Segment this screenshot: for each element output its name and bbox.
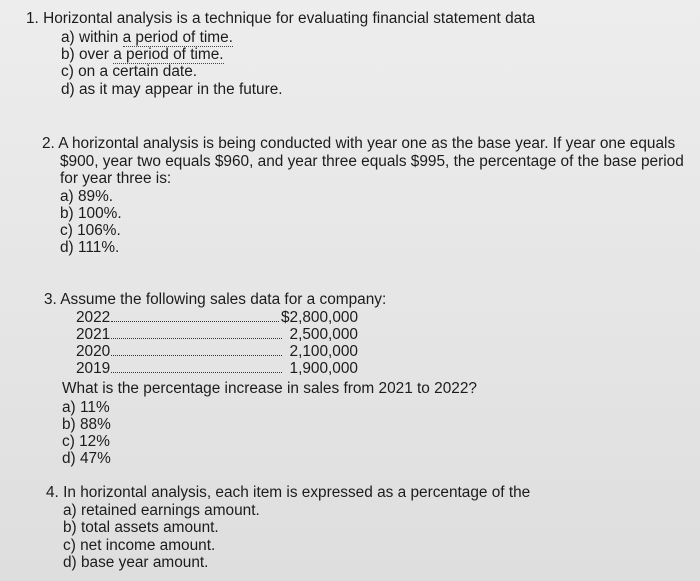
option-letter: a) bbox=[62, 399, 76, 416]
option-letter: d) bbox=[62, 450, 76, 467]
option-letter: c) bbox=[60, 222, 73, 239]
option-text: as it may appear in the future. bbox=[78, 81, 283, 98]
question-4-option-d bbox=[63, 554, 208, 571]
option-text: 11% bbox=[79, 399, 110, 416]
option-letter: a) bbox=[60, 188, 74, 205]
question-text: Horizontal analysis is a technique for evaluating financial statement data bbox=[43, 10, 536, 27]
option-text: 106%. bbox=[77, 222, 121, 239]
option-letter: a) bbox=[61, 29, 75, 46]
question-4-option-c bbox=[63, 537, 215, 554]
option-text: total assets amount. bbox=[80, 519, 219, 536]
option-letter: b) bbox=[61, 46, 75, 63]
question-3-option-a bbox=[62, 399, 110, 416]
option-text: retained earnings amount. bbox=[80, 502, 260, 519]
option-text: net income amount. bbox=[80, 537, 216, 554]
option-letter: c) bbox=[61, 63, 74, 80]
dot-leader bbox=[111, 338, 282, 339]
sales-amount: 2,100,000 bbox=[289, 343, 358, 360]
question-3-stem bbox=[44, 291, 386, 308]
question-1-option-b bbox=[61, 46, 224, 63]
question-text: In horizontal analysis, each item is expressed as a percentage of the bbox=[63, 484, 531, 501]
dot-leader bbox=[111, 355, 282, 356]
option-letter: d) bbox=[61, 81, 75, 98]
option-text-underlined: a period of time. bbox=[113, 46, 224, 63]
sales-amount: $2,800,000 bbox=[280, 309, 358, 326]
question-1-option-d bbox=[61, 81, 283, 98]
option-text: 88% bbox=[79, 416, 111, 433]
question-number: 4. bbox=[46, 484, 59, 501]
option-text: on a certain date. bbox=[78, 63, 198, 80]
question-number: 1. bbox=[26, 10, 39, 27]
question-4-option-b bbox=[63, 519, 219, 536]
question-4-stem bbox=[46, 484, 530, 501]
option-text: 100%. bbox=[77, 205, 122, 222]
question-3-option-b bbox=[62, 416, 111, 433]
option-letter: b) bbox=[62, 416, 76, 433]
option-letter: b) bbox=[60, 205, 74, 222]
question-text: Assume the following sales data for a company: bbox=[60, 291, 387, 308]
option-letter: b) bbox=[63, 519, 77, 536]
option-text-underlined: a period of time. bbox=[122, 29, 233, 46]
option-letter: d) bbox=[60, 239, 74, 256]
option-text: base year amount. bbox=[80, 554, 209, 571]
sales-row bbox=[76, 360, 358, 377]
question-1-stem bbox=[26, 10, 535, 27]
option-letter: c) bbox=[62, 433, 75, 450]
sales-amount: 2,500,000 bbox=[289, 326, 358, 343]
option-text: 47% bbox=[79, 450, 111, 467]
question-2-option-b bbox=[60, 205, 122, 222]
sales-year: 2020 bbox=[76, 343, 111, 360]
question-number: 2. bbox=[42, 135, 55, 152]
question-3-option-d bbox=[62, 450, 111, 467]
sales-row bbox=[76, 326, 358, 343]
question-1-option-c bbox=[61, 63, 197, 80]
sales-amount: 1,900,000 bbox=[289, 360, 358, 377]
option-letter: a) bbox=[63, 502, 77, 519]
dot-leader bbox=[111, 372, 282, 373]
question-1-option-a bbox=[61, 29, 233, 46]
question-text: A horizontal analysis is being conducted with year one as the base year. If year one equals bbox=[58, 135, 676, 152]
question-3-option-c bbox=[62, 433, 110, 450]
option-text: over bbox=[78, 46, 114, 63]
question-4-option-a bbox=[63, 502, 260, 519]
option-text: 111%. bbox=[77, 239, 120, 256]
sales-row bbox=[76, 309, 358, 326]
question-3-prompt: What is the percentage increase in sales from 2021 to 2022? bbox=[62, 380, 477, 397]
question-2-stem-line-1 bbox=[42, 135, 675, 152]
sales-year: 2022 bbox=[76, 309, 111, 326]
option-letter: d) bbox=[63, 554, 77, 571]
question-2-option-a bbox=[60, 188, 113, 205]
question-2-option-d bbox=[60, 239, 119, 256]
sales-year: 2019 bbox=[76, 360, 111, 377]
question-2-option-c bbox=[60, 222, 121, 239]
question-number: 3. bbox=[44, 291, 57, 308]
option-text: 89%. bbox=[77, 188, 114, 205]
dot-leader bbox=[111, 321, 279, 322]
sales-row bbox=[76, 343, 358, 360]
sales-year: 2021 bbox=[76, 326, 111, 343]
option-text: within bbox=[78, 29, 123, 46]
option-letter: c) bbox=[63, 537, 76, 554]
option-text: 12% bbox=[79, 433, 110, 450]
question-2-stem-line-2: $900, year two equals $960, and year three equals $995, the percentage of the base period bbox=[60, 153, 684, 170]
question-2-stem-line-3: for year three is: bbox=[60, 170, 172, 187]
